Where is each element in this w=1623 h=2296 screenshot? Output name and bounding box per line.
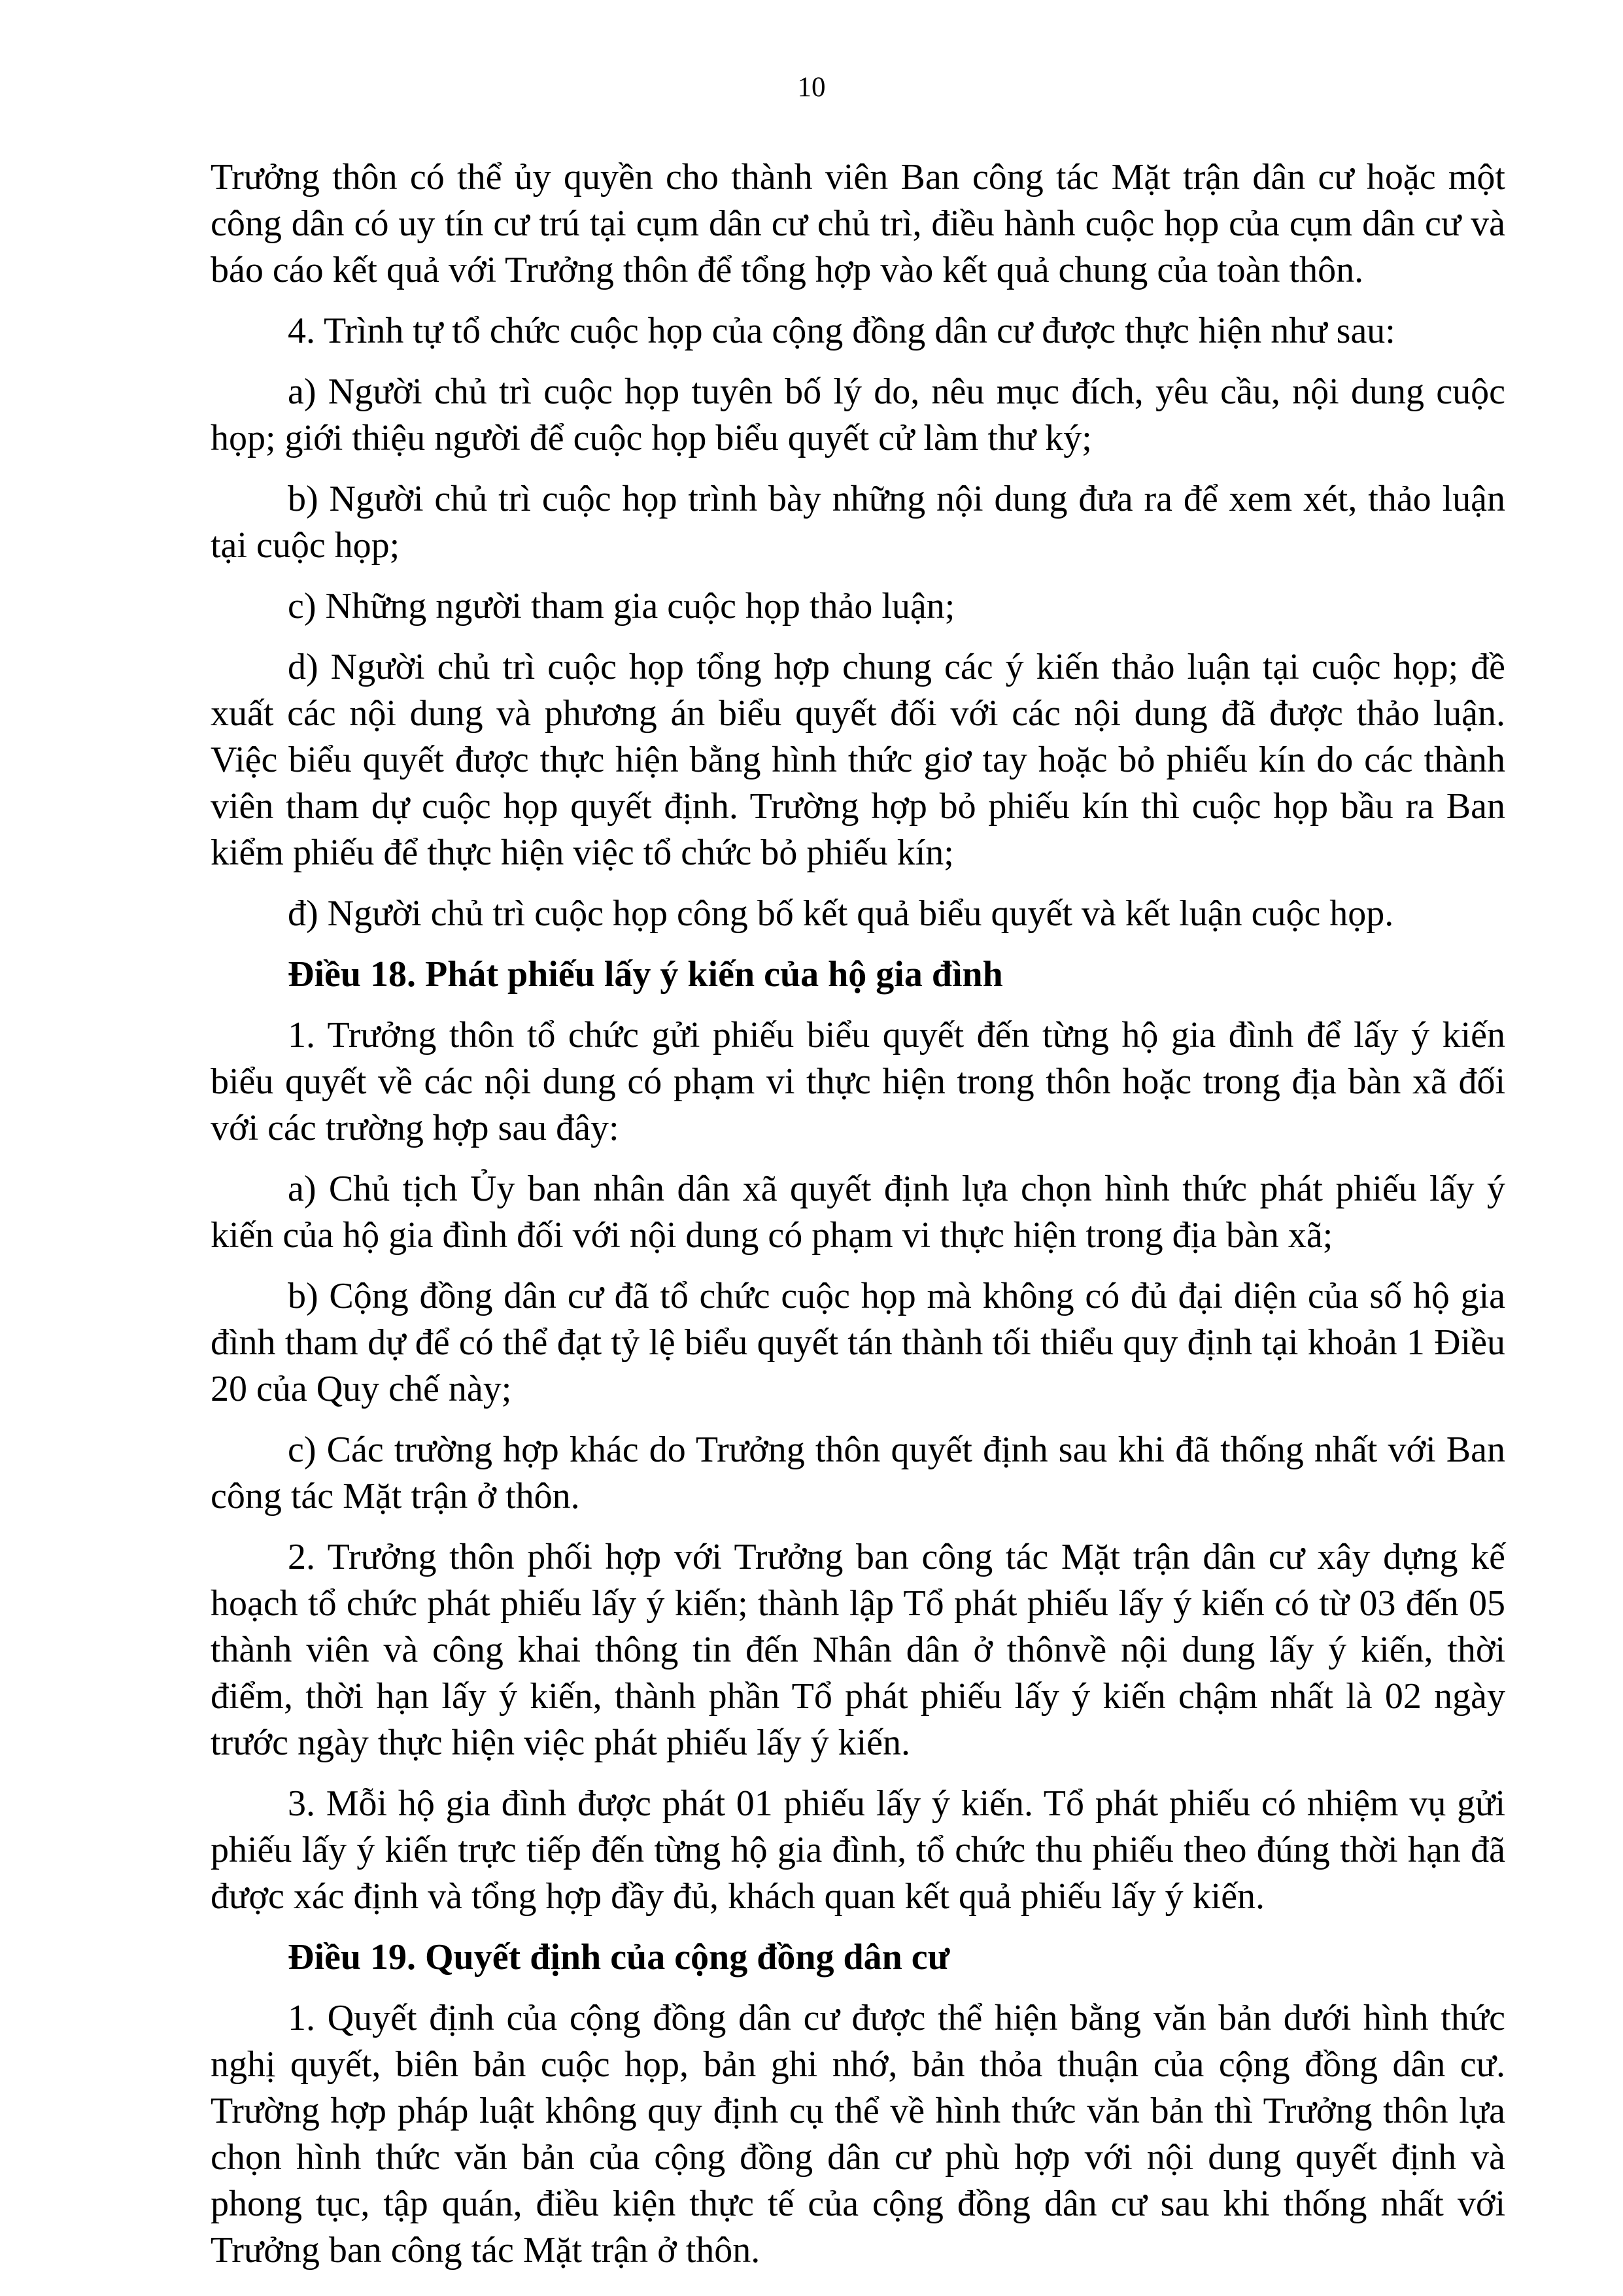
- page-number: 10: [797, 72, 826, 103]
- clause-4-item-c: c) Những người tham gia cuộc họp thảo luận;: [288, 586, 955, 626]
- article-18-clause-1-item-c: c) Các trường hợp khác do Trưởng thôn quyết định sau khi đã thống nhất với Ban công tác Mặt trận ở thôn.: [211, 1430, 1505, 1516]
- article-18-clause-3: 3. Mỗi hộ gia đình được phát 01 phiếu lấy ý kiến. Tổ phát phiếu có nhiệm vụ gửi phiếu lấy ý kiến trực tiếp đến từng hộ gia đình, tổ chức thu phiếu theo đúng thời hạn đã được xác định và tổng hợp đầy đủ, khách quan kết quả phiếu lấy ý kiến.: [211, 1783, 1505, 1917]
- clause-4-item-d: d) Người chủ trì cuộc họp tổng hợp chung các ý kiến thảo luận tại cuộc họp; đề xuất các nội dung và phương án biểu quyết đối với các nội dung đã được thảo luận. Việc biểu quyết được thực hiện bằng hình thức giơ tay hoặc bỏ phiếu kín do các thành viên tham dự cuộc họp quyết định. Trường hợp bỏ phiếu kín thì cuộc họp bầu ra Ban kiểm phiếu để thực hiện việc tổ chức bỏ phiếu kín;: [211, 647, 1505, 873]
- clause-4: 4. Trình tự tổ chức cuộc họp của cộng đồng dân cư được thực hiện như sau:: [288, 311, 1395, 351]
- clause-4-item-dd: đ) Người chủ trì cuộc họp công bố kết quả biểu quyết và kết luận cuộc họp.: [288, 893, 1394, 934]
- article-18-clause-2: 2. Trưởng thôn phối hợp với Trưởng ban công tác Mặt trận dân cư xây dựng kế hoạch tổ chức phát phiếu lấy ý kiến; thành lập Tổ phát phiếu lấy ý kiến có từ 03 đến 05 thành viên và công khai thông tin đến Nhân dân ở thônvề nội dung lấy ý kiến, thời điểm, thời hạn lấy ý kiến, thành phần Tổ phát phiếu lấy ý kiến chậm nhất là 02 ngày trước ngày thực hiện việc phát phiếu lấy ý kiến.: [211, 1537, 1505, 1763]
- document-body: [211, 154, 1505, 2288]
- article-19-heading: Điều 19. Quyết định của cộng đồng dân cư: [288, 1937, 950, 1978]
- article-19-clause-1: 1. Quyết định của cộng đồng dân cư được thể hiện bằng văn bản dưới hình thức nghị quyết, biên bản cuộc họp, bản ghi nhớ, bản thỏa thuận của cộng đồng dân cư. Trường hợp pháp luật không quy định cụ thể về hình thức văn bản thì Trưởng thôn lựa chọn hình thức văn bản của cộng đồng dân cư phù hợp với nội dung quyết định và phong tục, tập quán, điều kiện thực tế của cộng đồng dân cư sau khi thống nhất với Trưởng ban công tác Mặt trận ở thôn.: [211, 1998, 1505, 2270]
- article-18-clause-1-item-b: b) Cộng đồng dân cư đã tổ chức cuộc họp mà không có đủ đại diện của số hộ gia đình tham dự để có thể đạt tỷ lệ biểu quyết tán thành tối thiểu quy định tại khoản 1 Điều 20 của Quy chế này;: [211, 1276, 1505, 1409]
- clause-4-item-b: b) Người chủ trì cuộc họp trình bày những nội dung đưa ra để xem xét, thảo luận tại cuộc họp;: [211, 479, 1505, 566]
- article-18-heading: Điều 18. Phát phiếu lấy ý kiến của hộ gia đình: [288, 954, 1003, 995]
- clause-4-item-a: a) Người chủ trì cuộc họp tuyên bố lý do, nêu mục đích, yêu cầu, nội dung cuộc họp; giới thiệu người để cuộc họp biểu quyết cử làm thư ký;: [211, 371, 1505, 458]
- paragraph-continuation: Trưởng thôn có thể ủy quyền cho thành viên Ban công tác Mặt trận dân cư hoặc một công dân có uy tín cư trú tại cụm dân cư chủ trì, điều hành cuộc họp của cụm dân cư và báo cáo kết quả với Trưởng thôn để tổng hợp vào kết quả chung của toàn thôn.: [211, 157, 1505, 290]
- article-18-clause-1: 1. Trưởng thôn tổ chức gửi phiếu biểu quyết đến từng hộ gia đình để lấy ý kiến biểu quyết về các nội dung có phạm vi thực hiện trong thôn hoặc trong địa bàn xã đối với các trường hợp sau đây:: [211, 1015, 1505, 1148]
- article-18-clause-1-item-a: a) Chủ tịch Ủy ban nhân dân xã quyết định lựa chọn hình thức phát phiếu lấy ý kiến của hộ gia đình đối với nội dung có phạm vi thực hiện trong địa bàn xã;: [211, 1169, 1505, 1256]
